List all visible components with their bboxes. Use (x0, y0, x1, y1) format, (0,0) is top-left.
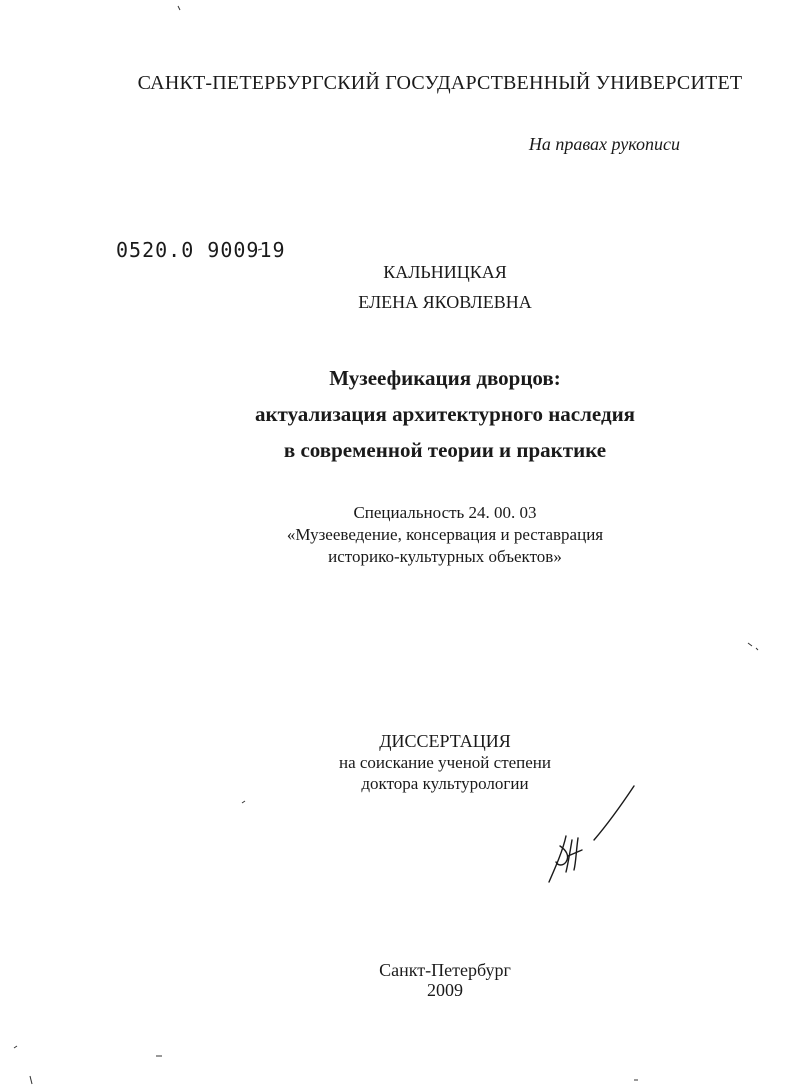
university-name: САНКТ-ПЕТЕРБУРГСКИЙ ГОСУДАРСТВЕННЫЙ УНИВЕРСИТЕТ (137, 72, 743, 94)
signature-mark (549, 786, 634, 882)
specialty-code: Специальность 24. 00. 03 (353, 503, 537, 522)
dissertation-heading: ДИССЕРТАЦИЯ (379, 731, 511, 751)
thesis-title-line-3: в современной теории и практике (283, 438, 607, 462)
thesis-title-line-2: актуализация архитектурного наследия (254, 402, 636, 426)
specialty-name-line-2: историко-культурных объектов» (328, 547, 562, 566)
publication-year: 2009 (427, 980, 463, 1000)
author-last-name: КАЛЬНИЦКАЯ (383, 262, 507, 282)
thesis-title-line-1: Музеефикация дворцов: (329, 366, 561, 390)
author-first-patronymic: ЕЛЕНА ЯКОВЛЕВНА (358, 292, 532, 312)
degree-line-2: доктора культурологии (361, 774, 529, 793)
degree-line-1: на соискание ученой степени (338, 753, 552, 772)
specialty-name-line-1: «Музееведение, консервация и реставрация (286, 525, 604, 544)
library-stamp-number: 0520.0 900919 (116, 238, 286, 262)
publication-city: Санкт-Петербург (379, 960, 511, 980)
manuscript-note: На правах рукописи (528, 134, 680, 154)
scan-specks (14, 6, 758, 1084)
